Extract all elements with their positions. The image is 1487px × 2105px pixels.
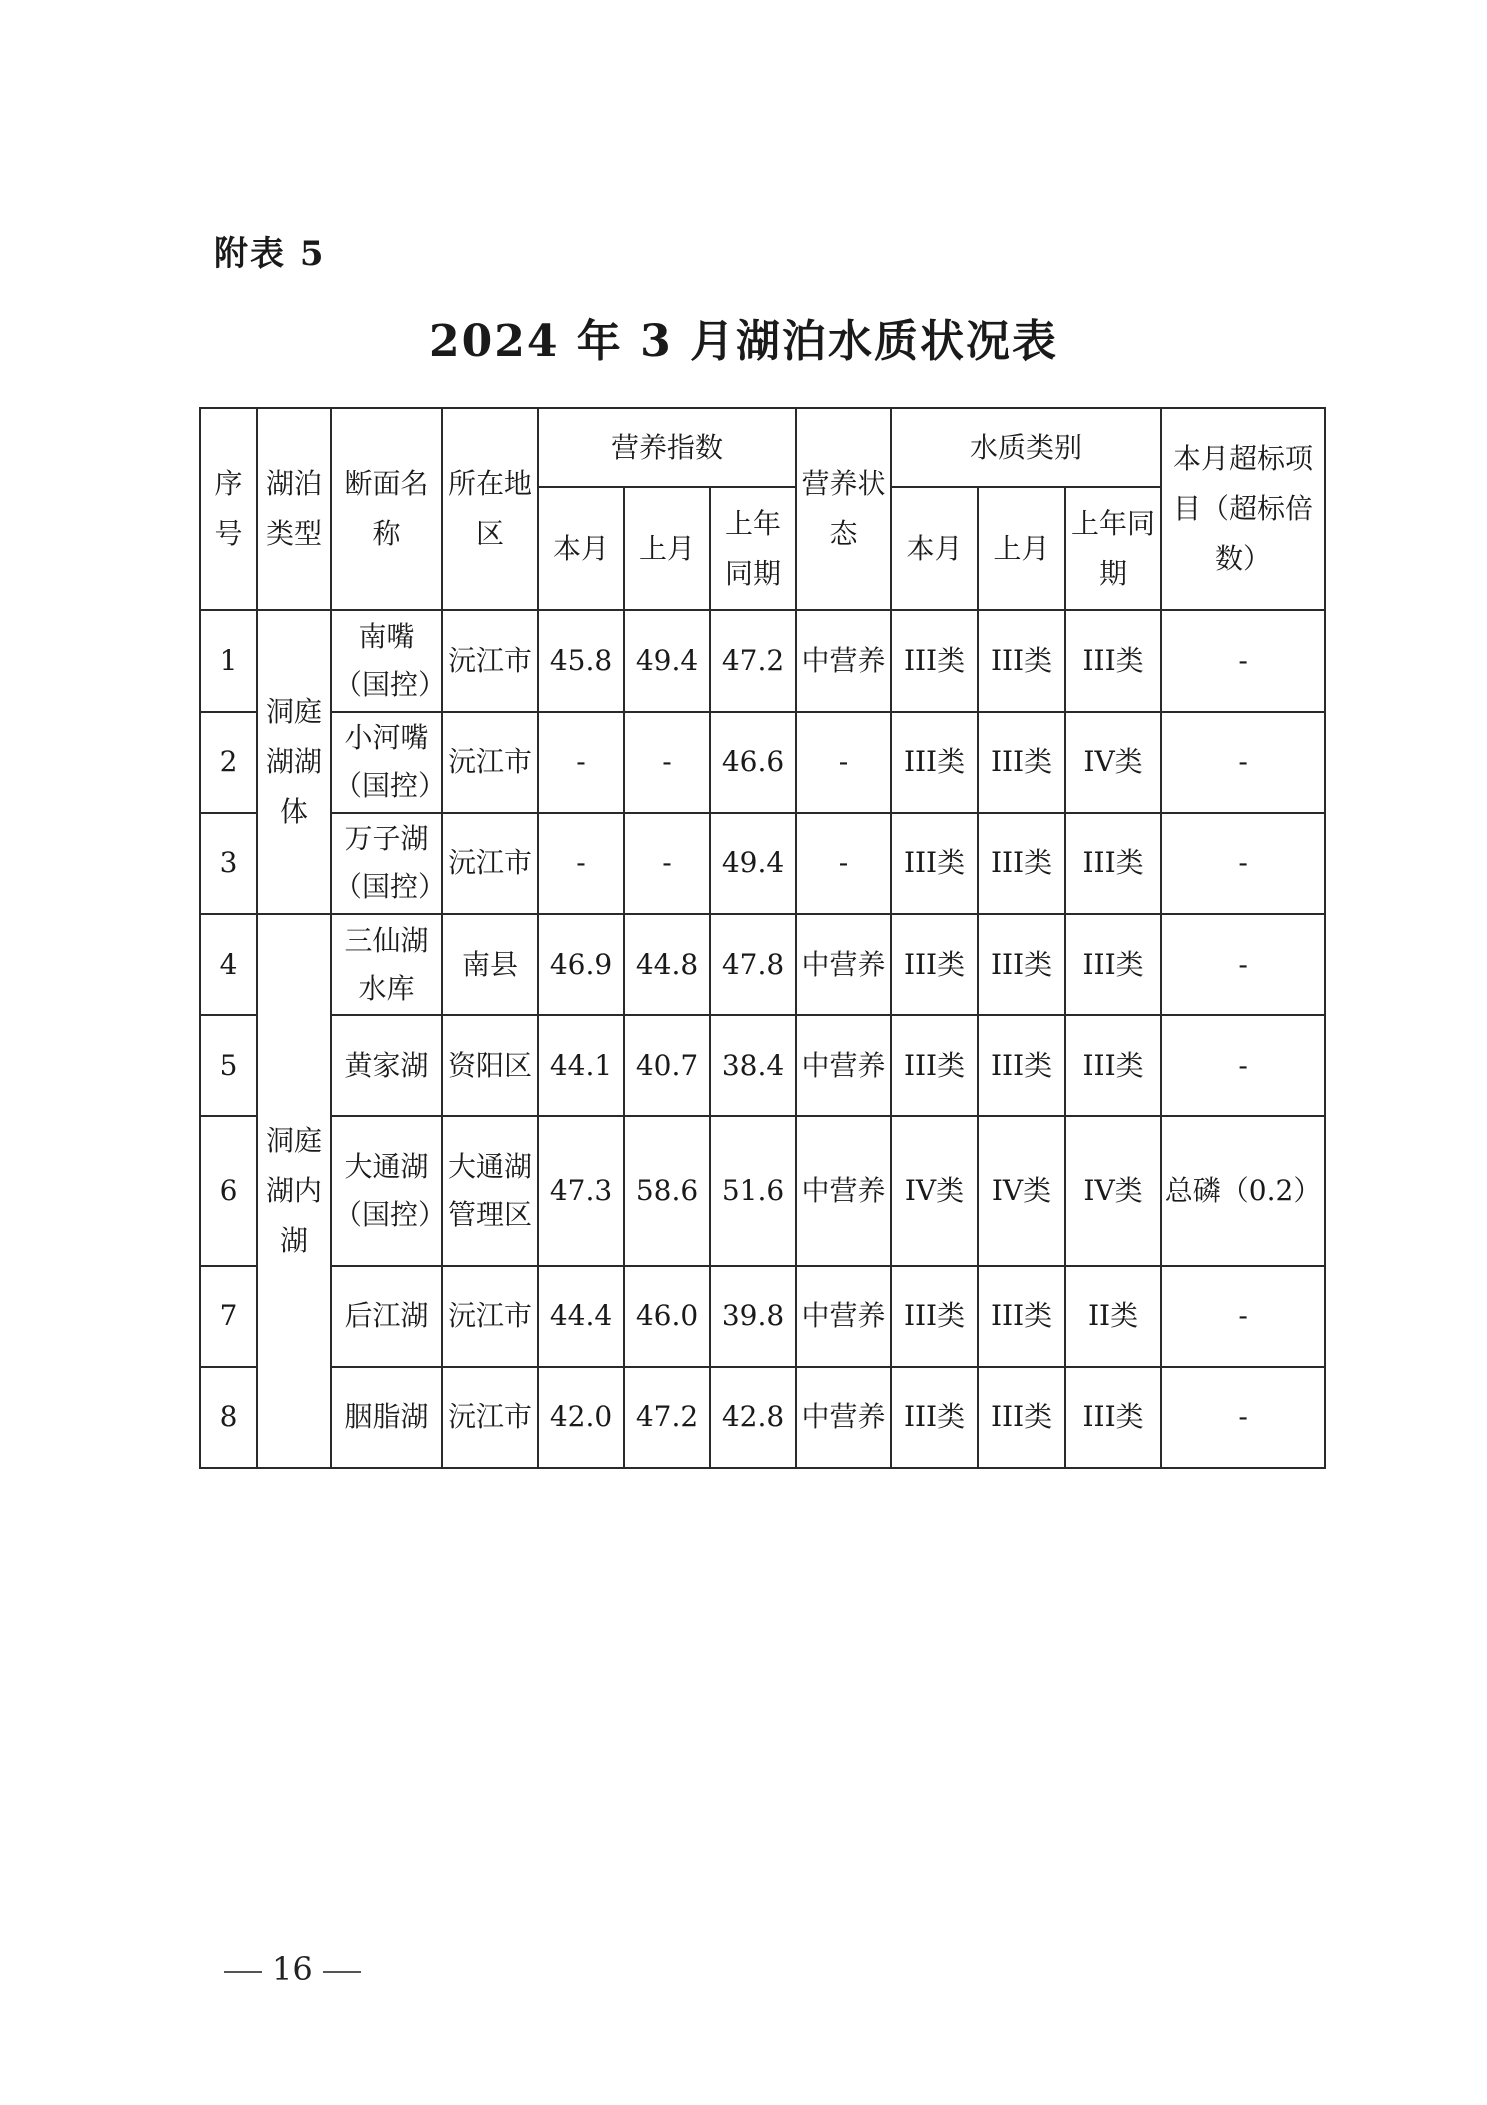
ti-last-month: 47.2 xyxy=(624,1367,710,1468)
section-name: 胭脂湖 xyxy=(331,1367,442,1468)
header-ti-this-month: 本月 xyxy=(538,487,624,610)
class-this-month: IV类 xyxy=(891,1116,978,1265)
ti-last-year: 46.6 xyxy=(710,712,796,813)
exceed-items: - xyxy=(1161,1266,1325,1367)
class-this-month: III类 xyxy=(891,712,978,813)
section-name: 万子湖（国控） xyxy=(331,813,442,914)
trophic-state: 中营养 xyxy=(796,1367,891,1468)
exceed-items: - xyxy=(1161,813,1325,914)
class-last-month: III类 xyxy=(978,1367,1065,1468)
header-index: 序号 xyxy=(200,408,257,610)
ti-last-month: 44.8 xyxy=(624,914,710,1015)
region: 沅江市 xyxy=(442,1266,538,1367)
trophic-state: - xyxy=(796,813,891,914)
header-section-name: 断面名称 xyxy=(331,408,442,610)
header-ti-last-year: 上年同期 xyxy=(710,487,796,610)
row-index: 3 xyxy=(200,813,257,914)
ti-this-month: 46.9 xyxy=(538,914,624,1015)
class-last-month: III类 xyxy=(978,813,1065,914)
ti-this-month: 47.3 xyxy=(538,1116,624,1265)
header-trophic-index: 营养指数 xyxy=(538,408,796,487)
class-this-month: III类 xyxy=(891,914,978,1015)
header-trophic-state: 营养状态 xyxy=(796,408,891,610)
table-row xyxy=(200,813,1325,914)
class-last-year: II类 xyxy=(1065,1266,1161,1367)
page-number: 16 xyxy=(272,1950,313,1988)
ti-this-month: - xyxy=(538,712,624,813)
trophic-state: 中营养 xyxy=(796,1116,891,1265)
class-this-month: III类 xyxy=(891,610,978,711)
row-index: 2 xyxy=(200,712,257,813)
class-last-month: III类 xyxy=(978,712,1065,813)
ti-last-month: - xyxy=(624,712,710,813)
footer-dash-left xyxy=(224,1971,262,1973)
exceed-items: - xyxy=(1161,1015,1325,1116)
row-index: 6 xyxy=(200,1116,257,1265)
header-row-1 xyxy=(200,408,1325,487)
exceed-items: 总磷（0.2） xyxy=(1161,1116,1325,1265)
trophic-state: 中营养 xyxy=(796,914,891,1015)
ti-last-year: 38.4 xyxy=(710,1015,796,1116)
class-last-month: IV类 xyxy=(978,1116,1065,1265)
table-row xyxy=(200,1015,1325,1116)
region: 沅江市 xyxy=(442,712,538,813)
region: 南县 xyxy=(442,914,538,1015)
header-lake-type: 湖泊类型 xyxy=(257,408,331,610)
ti-this-month: 44.1 xyxy=(538,1015,624,1116)
region: 资阳区 xyxy=(442,1015,538,1116)
table-row xyxy=(200,712,1325,813)
row-index: 4 xyxy=(200,914,257,1015)
appendix-label: 附表 5 xyxy=(214,234,326,274)
region: 大通湖管理区 xyxy=(442,1116,538,1265)
trophic-state: 中营养 xyxy=(796,610,891,711)
header-class-this-month: 本月 xyxy=(891,487,978,610)
region: 沅江市 xyxy=(442,610,538,711)
trophic-state: 中营养 xyxy=(796,1015,891,1116)
header-class-last-year: 上年同期 xyxy=(1065,487,1161,610)
class-last-year: IV类 xyxy=(1065,1116,1161,1265)
group-label: 洞庭湖内湖 xyxy=(257,914,331,1468)
ti-last-month: - xyxy=(624,813,710,914)
page-footer xyxy=(214,1950,371,1988)
table-row xyxy=(200,610,1325,711)
ti-last-year: 51.6 xyxy=(710,1116,796,1265)
ti-this-month: 45.8 xyxy=(538,610,624,711)
ti-last-year: 39.8 xyxy=(710,1266,796,1367)
class-last-year: III类 xyxy=(1065,813,1161,914)
group-label: 洞庭湖湖体 xyxy=(257,610,331,914)
table-row xyxy=(200,1367,1325,1468)
class-last-year: III类 xyxy=(1065,1367,1161,1468)
class-last-year: III类 xyxy=(1065,1015,1161,1116)
region: 沅江市 xyxy=(442,1367,538,1468)
header-region: 所在地区 xyxy=(442,408,538,610)
ti-last-month: 49.4 xyxy=(624,610,710,711)
class-this-month: III类 xyxy=(891,1367,978,1468)
class-this-month: III类 xyxy=(891,813,978,914)
row-index: 1 xyxy=(200,610,257,711)
header-water-class: 水质类别 xyxy=(891,408,1161,487)
class-last-year: III类 xyxy=(1065,610,1161,711)
exceed-items: - xyxy=(1161,914,1325,1015)
section-name: 大通湖（国控） xyxy=(331,1116,442,1265)
section-name: 黄家湖 xyxy=(331,1015,442,1116)
table-row xyxy=(200,914,1325,1015)
page-title: 2024 年 3 月湖泊水质状况表 xyxy=(428,316,1059,367)
table-row xyxy=(200,1116,1325,1265)
ti-last-year: 47.2 xyxy=(710,610,796,711)
table-row xyxy=(200,1266,1325,1367)
ti-last-month: 58.6 xyxy=(624,1116,710,1265)
class-this-month: III类 xyxy=(891,1015,978,1116)
ti-this-month: 44.4 xyxy=(538,1266,624,1367)
ti-last-year: 47.8 xyxy=(710,914,796,1015)
class-this-month: III类 xyxy=(891,1266,978,1367)
ti-last-month: 46.0 xyxy=(624,1266,710,1367)
water-quality-table xyxy=(199,407,1326,1469)
trophic-state: - xyxy=(796,712,891,813)
header-class-last-month: 上月 xyxy=(978,487,1065,610)
header-exceed: 本月超标项目（超标倍数） xyxy=(1161,408,1325,610)
row-index: 7 xyxy=(200,1266,257,1367)
row-index: 8 xyxy=(200,1367,257,1468)
trophic-state: 中营养 xyxy=(796,1266,891,1367)
ti-last-year: 49.4 xyxy=(710,813,796,914)
class-last-year: III类 xyxy=(1065,914,1161,1015)
class-last-month: III类 xyxy=(978,914,1065,1015)
ti-last-month: 40.7 xyxy=(624,1015,710,1116)
section-name: 后江湖 xyxy=(331,1266,442,1367)
section-name: 三仙湖水库 xyxy=(331,914,442,1015)
exceed-items: - xyxy=(1161,1367,1325,1468)
class-last-month: III类 xyxy=(978,610,1065,711)
ti-last-year: 42.8 xyxy=(710,1367,796,1468)
region: 沅江市 xyxy=(442,813,538,914)
class-last-month: III类 xyxy=(978,1266,1065,1367)
class-last-year: IV类 xyxy=(1065,712,1161,813)
class-last-month: III类 xyxy=(978,1015,1065,1116)
ti-this-month: - xyxy=(538,813,624,914)
section-name: 南嘴（国控） xyxy=(331,610,442,711)
ti-this-month: 42.0 xyxy=(538,1367,624,1468)
row-index: 5 xyxy=(200,1015,257,1116)
footer-dash-right xyxy=(323,1971,361,1973)
exceed-items: - xyxy=(1161,712,1325,813)
exceed-items: - xyxy=(1161,610,1325,711)
header-ti-last-month: 上月 xyxy=(624,487,710,610)
section-name: 小河嘴（国控） xyxy=(331,712,442,813)
